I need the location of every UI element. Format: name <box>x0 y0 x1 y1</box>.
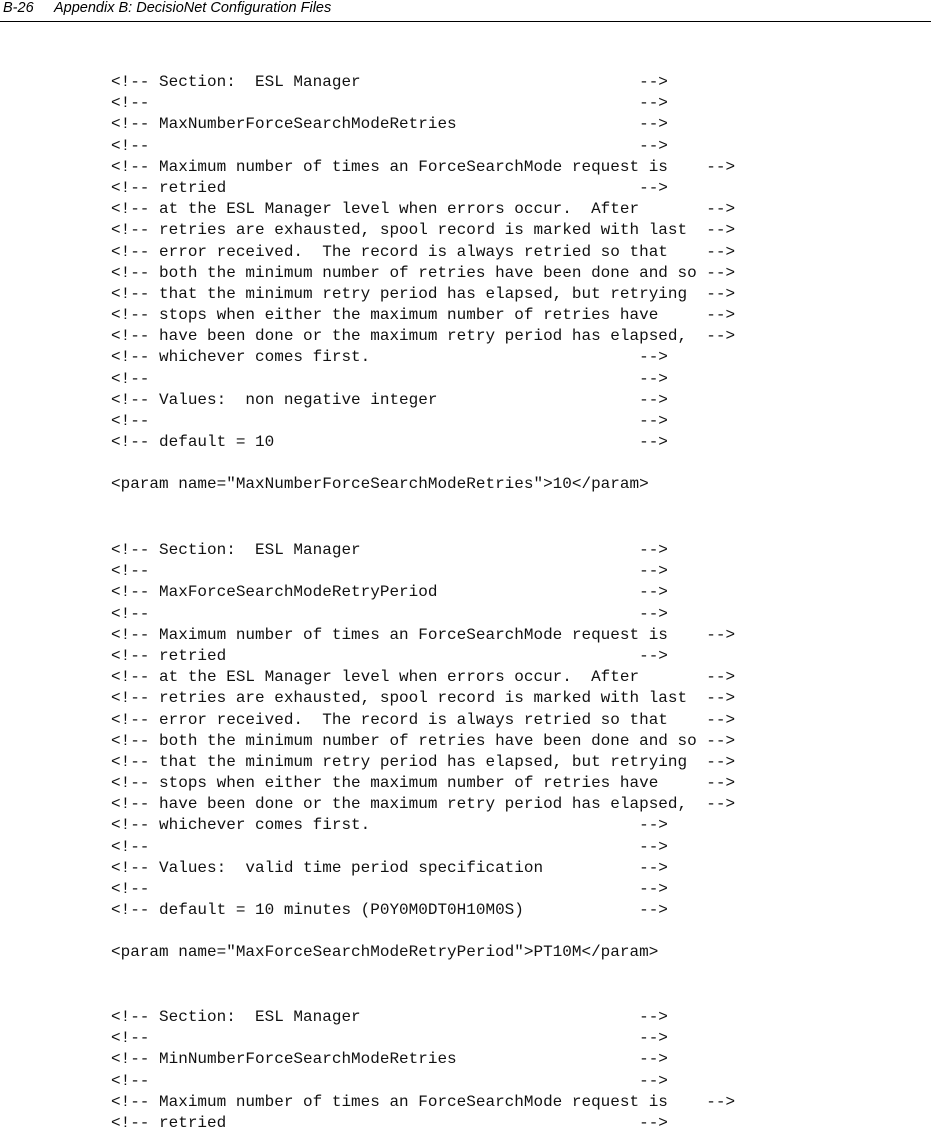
comment-line: <!-- whichever comes first. --> <box>111 816 668 835</box>
param-line: <param name="MaxForceSearchModeRetryPeriod">PT10M</param> <box>111 943 659 962</box>
comment-line: <!-- Section: ESL Manager --> <box>111 541 668 559</box>
page-number: B-26 <box>3 0 34 16</box>
comment-line: <!-- --> <box>111 1071 668 1090</box>
comment-line: <!-- that the minimum retry period has elapsed, but retrying --> <box>111 284 736 303</box>
comment-line: <!-- retried --> <box>111 178 668 197</box>
comment-line: <!-- Section: ESL Manager --> <box>111 1008 668 1026</box>
comment-line: <!-- --> <box>111 604 668 623</box>
comment-line: <!-- --> <box>111 369 668 388</box>
comment-line: <!-- --> <box>111 412 668 430</box>
page-title: Appendix B: DecisioNet Configuration Files <box>54 0 332 16</box>
comment-line: <!-- MinNumberForceSearchModeRetries --> <box>111 1050 668 1069</box>
param-line: <param name="MaxNumberForceSearchModeRetries">10</param> <box>111 475 649 494</box>
comment-line: <!-- at the ESL Manager level when errors occur. After --> <box>111 200 736 219</box>
comment-line: <!-- MaxForceSearchModeRetryPeriod --> <box>111 583 668 602</box>
comment-line: <!-- have been done or the maximum retry period has elapsed, --> <box>111 327 736 346</box>
comment-line: <!-- retried --> <box>111 1113 668 1132</box>
comment-line: <!-- stops when either the maximum number of retries have --> <box>111 774 736 793</box>
comment-line: <!-- Maximum number of times an ForceSearchMode request is --> <box>111 157 736 176</box>
comment-line: <!-- --> <box>111 562 668 581</box>
comment-line: <!-- stops when either the maximum number of retries have --> <box>111 306 736 325</box>
comment-line: <!-- retries are exhausted, spool record is marked with last --> <box>111 221 736 240</box>
comment-line: <!-- Values: valid time period specification --> <box>111 858 668 877</box>
comment-line: <!-- Maximum number of times an ForceSearchMode request is --> <box>111 625 736 644</box>
code-block-max-retry-period <box>111 540 735 964</box>
comment-line: <!-- whichever comes first. --> <box>111 348 668 367</box>
comment-line: <!-- retries are exhausted, spool record is marked with last --> <box>111 689 736 708</box>
comment-line: <!-- default = 10 --> <box>111 433 668 452</box>
comment-line: <!-- Values: non negative integer --> <box>111 390 668 409</box>
comment-line: <!-- default = 10 minutes (P0Y0M0DT0H10M0S) --> <box>111 901 668 920</box>
comment-line: <!-- --> <box>111 880 668 898</box>
comment-line: <!-- --> <box>111 1029 668 1048</box>
comment-line: <!-- have been done or the maximum retry period has elapsed, --> <box>111 795 736 814</box>
comment-line: <!-- --> <box>111 136 668 155</box>
page-header <box>0 0 931 22</box>
comment-line: <!-- Section: ESL Manager --> <box>111 73 668 91</box>
code-block-max-number-retries <box>111 72 735 496</box>
comment-line: <!-- --> <box>111 837 668 856</box>
comment-line: <!-- both the minimum number of retries have been done and so --> <box>111 731 736 750</box>
comment-line: <!-- retried --> <box>111 646 668 665</box>
comment-line: <!-- error received. The record is always retried so that --> <box>111 710 736 729</box>
comment-line: <!-- that the minimum retry period has elapsed, but retrying --> <box>111 752 736 771</box>
comment-line: <!-- at the ESL Manager level when errors occur. After --> <box>111 668 736 687</box>
comment-line: <!-- both the minimum number of retries have been done and so --> <box>111 263 736 282</box>
code-block-min-number-retries <box>111 1007 735 1134</box>
comment-line: <!-- MaxNumberForceSearchModeRetries --> <box>111 115 668 134</box>
comment-line: <!-- Maximum number of times an ForceSearchMode request is --> <box>111 1092 736 1111</box>
comment-line: <!-- --> <box>111 94 668 113</box>
comment-line: <!-- error received. The record is always retried so that --> <box>111 242 736 261</box>
